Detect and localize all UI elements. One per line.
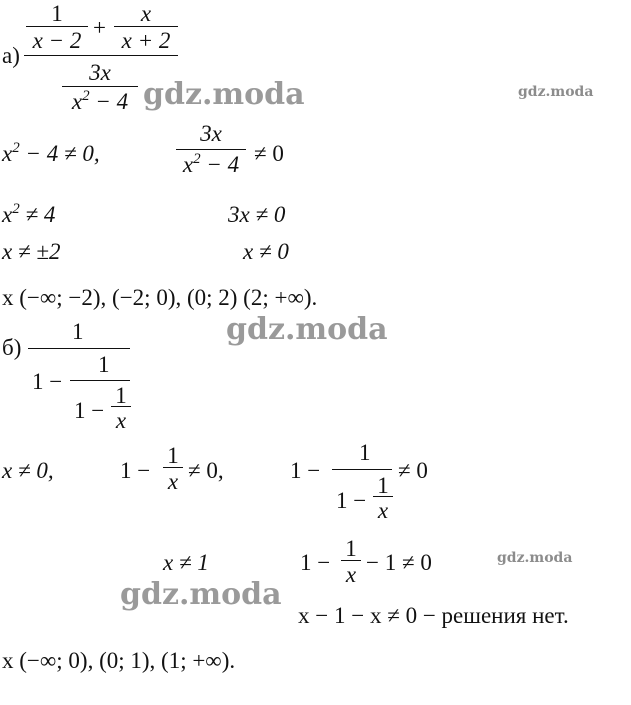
plus-sign: +	[93, 15, 106, 40]
part-a-main-bar	[24, 55, 178, 56]
frac-bar	[114, 26, 178, 27]
part-b-mid-bar	[70, 380, 130, 381]
watermark-logo: gdz.moda	[143, 77, 305, 112]
part-b-c2-left: 1 −	[120, 458, 151, 483]
frac-denominator: $x^2 - 4$	[71, 88, 129, 114]
part-b-mid-num: 1	[98, 352, 110, 377]
part-b-answer: x (−∞; 0), (0; 1), (1; +∞).	[2, 648, 236, 673]
frac-bar	[341, 560, 361, 561]
frac-denominator: x	[167, 469, 179, 494]
watermark-logo: gdz.moda	[497, 550, 573, 566]
part-b-c3-tail: ≠ 0	[398, 458, 428, 483]
frac-bar	[26, 26, 88, 27]
frac-denominator: x	[115, 408, 127, 433]
frac-denominator: x − 2	[32, 28, 82, 53]
watermark-logo: gdz.moda	[518, 84, 594, 100]
part-b-main-bar	[28, 348, 130, 349]
watermark-logo: gdz.moda	[226, 312, 388, 347]
part-b-mid-left: 1 −	[32, 369, 63, 394]
frac-numerator: 1	[115, 383, 127, 408]
frac-bar	[373, 496, 393, 497]
part-b-inner-left: 1 −	[74, 398, 105, 423]
part-a-cond2-tail: ≠ 0	[254, 141, 284, 166]
frac-denominator: $x^2 - 4$	[182, 151, 240, 177]
part-a-cond1: $x^2 - 4 \ne 0$,	[2, 140, 100, 166]
frac-numerator: 1	[167, 443, 179, 468]
part-b-r2-left: x ≠ 1	[163, 550, 209, 575]
part-b-c2-tail: ≠ 0,	[188, 458, 224, 483]
part-b-label: б)	[2, 335, 22, 360]
frac-numerator: 3x	[200, 121, 222, 146]
part-a-row2-left: $x^2 \ne 4$	[2, 201, 56, 227]
part-b-r3: x − 1 − x ≠ 0 − решения нет.	[298, 603, 569, 628]
part-b-inner-fraction	[111, 382, 131, 433]
part-a-num-fraction-left	[26, 1, 88, 53]
part-b-r2-mid-left: 1 −	[300, 550, 331, 575]
part-b-c2-fraction	[163, 442, 183, 494]
part-a-num-fraction-right	[114, 1, 178, 53]
part-b-r2-tail: − 1 ≠ 0	[366, 550, 432, 575]
part-b-c3-inner-left: 1 −	[336, 488, 367, 513]
part-b-c3-inner-fraction	[373, 472, 393, 523]
frac-bar	[62, 86, 138, 87]
part-a-answer: x (−∞; −2), (−2; 0), (0; 2) (2; +∞).	[2, 285, 318, 310]
part-b-top-num: 1	[72, 319, 84, 344]
watermark-logo: gdz.moda	[120, 577, 282, 612]
part-b-c3-num: 1	[359, 440, 371, 465]
part-a-cond2-fraction	[176, 120, 246, 176]
part-a-label: а)	[2, 43, 20, 68]
part-b-c1: x ≠ 0,	[2, 458, 54, 483]
part-a-row3-right: x ≠ 0	[243, 239, 289, 264]
frac-bar	[176, 149, 246, 150]
frac-numerator: x	[140, 1, 152, 26]
frac-bar	[111, 406, 131, 407]
part-a-den-fraction	[62, 59, 138, 114]
part-b-r2-fraction	[341, 535, 361, 587]
frac-denominator: x	[345, 562, 357, 587]
part-a-row3-left: x ≠ ±2	[2, 239, 61, 264]
frac-numerator: 1	[377, 473, 389, 498]
frac-denominator: x + 2	[121, 28, 171, 53]
frac-numerator: 1	[345, 536, 357, 561]
part-b-c3-bar	[332, 469, 392, 470]
frac-numerator: 1	[51, 1, 63, 26]
frac-numerator: 3x	[89, 60, 111, 85]
part-b-c3-left: 1 −	[290, 458, 321, 483]
part-a-row2-right: 3x ≠ 0	[228, 202, 286, 227]
frac-bar	[163, 467, 183, 468]
frac-denominator: x	[377, 498, 389, 523]
